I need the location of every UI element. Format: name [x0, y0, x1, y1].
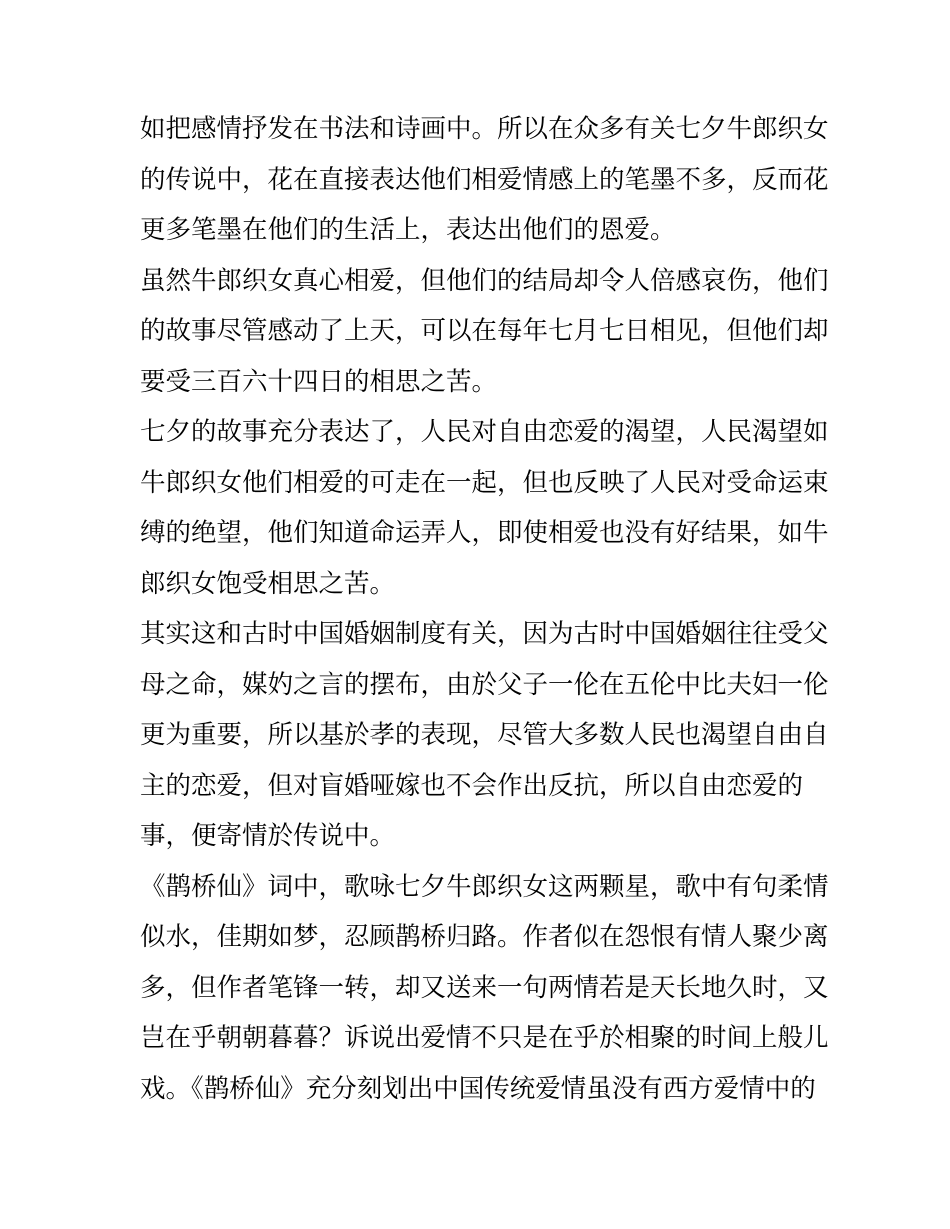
paragraph-5 — [140, 862, 829, 1115]
text-line: 的故事尽管感动了上天，可以在每年七月七日相见，但他们却 — [140, 316, 829, 346]
text-line: 要受三百六十四日的相思之苦。 — [140, 366, 498, 397]
text-line: 如把感情抒发在书法和诗画中。所以在众多有关七夕牛郎织女 — [140, 114, 829, 144]
text-line: 郎织女饱受相思之苦。 — [140, 568, 396, 599]
paragraph-4 — [140, 609, 829, 862]
text-line: 主的恋爱，但对盲婚哑嫁也不会作出反抗，所以自由恋爱的 — [140, 770, 804, 801]
text-line: 多，但作者笔锋一转，却又送来一句两情若是天长地久时，又 — [140, 972, 829, 1003]
text-line: 虽然牛郎织女真心相爱，但他们的结局却令人倍感哀伤，他们 — [140, 265, 829, 296]
text-line: 岂在乎朝朝暮暮？诉说出爱情不只是在乎於相聚的时间上般儿 — [140, 1023, 829, 1053]
text-line: 七夕的故事充分表达了，人民对自由恋爱的渴望，人民渴望如 — [140, 417, 829, 447]
text-line: 更为重要，所以基於孝的表现，尽管大多数人民也渴望自由自 — [140, 720, 829, 750]
text-line: 缚的绝望，他们知道命运弄人，即使相爱也没有好结果，如牛 — [140, 518, 829, 548]
paragraph-2 — [140, 256, 829, 408]
text-line: 其实这和古时中国婚姻制度有关，因为古时中国婚姻往往受父 — [140, 619, 829, 649]
text-line: 更多笔墨在他们的生活上，表达出他们的恩爱。 — [140, 215, 676, 245]
document-body — [140, 104, 829, 1114]
text-line: 《鹊桥仙》词中，歌咏七夕牛郎织女这两颗星，歌中有句柔情 — [140, 871, 829, 902]
text-line: 事，便寄情於传说中。 — [140, 821, 396, 851]
paragraph-1 — [140, 104, 829, 256]
text-line: 母之命，媒妁之言的摆布，由於父子一伦在五伦中比夫妇一伦 — [140, 669, 829, 700]
text-line: 戏。《鹊桥仙》充分刻划出中国传统爱情虽没有西方爱情中的 — [140, 1073, 816, 1104]
paragraph-3 — [140, 407, 829, 609]
text-line: 似水，佳期如梦，忍顾鹊桥归路。作者似在怨恨有情人聚少离 — [140, 922, 829, 952]
text-line: 的传说中，花在直接表达他们相爱情感上的笔墨不多，反而花 — [140, 164, 829, 195]
text-line: 牛郎织女他们相爱的可走在一起，但也反映了人民对受命运束 — [140, 467, 829, 498]
